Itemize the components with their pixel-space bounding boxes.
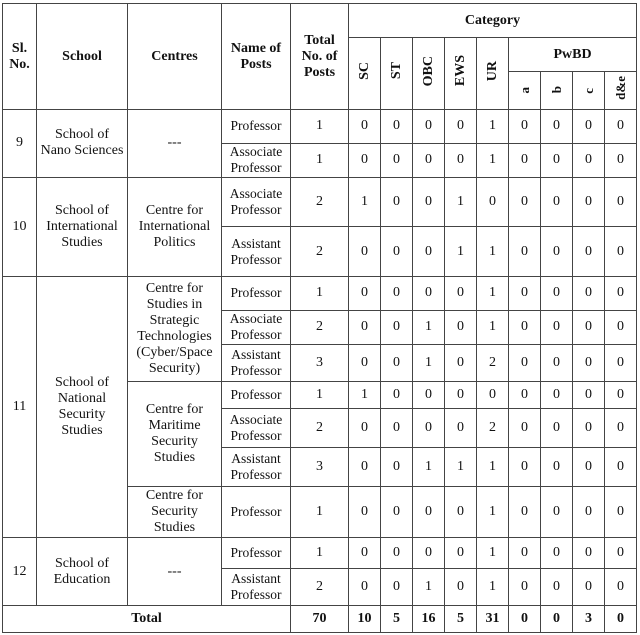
centre-cell: --- bbox=[128, 538, 222, 606]
value-cell-ews: 0 bbox=[445, 569, 477, 606]
value-cell-a: 0 bbox=[509, 344, 541, 381]
value-cell-ur: 1 bbox=[477, 569, 509, 606]
value-cell-ur: 0 bbox=[477, 177, 509, 226]
value-cell-c: 0 bbox=[573, 538, 605, 569]
header-obc: OBC bbox=[413, 38, 445, 110]
value-cell-c: 0 bbox=[573, 276, 605, 310]
school-cell: School of Nano Sciences bbox=[37, 110, 128, 178]
value-cell-st: 0 bbox=[381, 447, 413, 486]
value-cell-c: 0 bbox=[573, 447, 605, 486]
value-cell-a: 0 bbox=[509, 276, 541, 310]
school-cell: School of National Security Studies bbox=[37, 276, 128, 537]
value-cell-st: 0 bbox=[381, 227, 413, 276]
value-cell-de: 0 bbox=[605, 143, 637, 177]
post-name-cell: Associate Professor bbox=[222, 143, 291, 177]
value-cell-st: 0 bbox=[381, 408, 413, 447]
value-cell-c: 0 bbox=[573, 408, 605, 447]
centre-cell: Centre for Maritime Security Studies bbox=[128, 381, 222, 486]
value-cell-ews: 0 bbox=[445, 486, 477, 537]
post-name-cell: Associate Professor bbox=[222, 310, 291, 344]
value-cell-ews: 0 bbox=[445, 143, 477, 177]
value-cell-st: 0 bbox=[381, 310, 413, 344]
value-cell-total: 3 bbox=[291, 447, 349, 486]
value-cell-obc: 1 bbox=[413, 447, 445, 486]
value-cell-c: 0 bbox=[573, 381, 605, 408]
value-cell-sc: 0 bbox=[349, 408, 381, 447]
value-cell-b: 0 bbox=[541, 276, 573, 310]
value-cell-obc: 0 bbox=[413, 408, 445, 447]
value-cell-total: 2 bbox=[291, 569, 349, 606]
value-cell-obc: 0 bbox=[413, 276, 445, 310]
value-cell-b: 0 bbox=[541, 538, 573, 569]
total-cell-total: 70 bbox=[291, 606, 349, 633]
value-cell-c: 0 bbox=[573, 569, 605, 606]
value-cell-de: 0 bbox=[605, 344, 637, 381]
value-cell-obc: 0 bbox=[413, 110, 445, 144]
value-cell-sc: 1 bbox=[349, 177, 381, 226]
total-cell-st: 5 bbox=[381, 606, 413, 633]
value-cell-c: 0 bbox=[573, 227, 605, 276]
table-row bbox=[3, 110, 637, 144]
value-cell-ur: 1 bbox=[477, 310, 509, 344]
value-cell-a: 0 bbox=[509, 486, 541, 537]
post-name-cell: Professor bbox=[222, 276, 291, 310]
header-pwbd-a: a bbox=[509, 72, 541, 110]
value-cell-b: 0 bbox=[541, 569, 573, 606]
value-cell-total: 1 bbox=[291, 276, 349, 310]
table-row bbox=[3, 177, 637, 226]
value-cell-c: 0 bbox=[573, 486, 605, 537]
table-row bbox=[3, 538, 637, 569]
value-cell-c: 0 bbox=[573, 110, 605, 144]
value-cell-sc: 0 bbox=[349, 344, 381, 381]
post-name-cell: Assistant Professor bbox=[222, 227, 291, 276]
value-cell-st: 0 bbox=[381, 538, 413, 569]
value-cell-total: 1 bbox=[291, 538, 349, 569]
value-cell-total: 2 bbox=[291, 177, 349, 226]
header-pwbd-b: b bbox=[541, 72, 573, 110]
recruitment-posts-table bbox=[2, 3, 637, 633]
value-cell-de: 0 bbox=[605, 486, 637, 537]
value-cell-st: 0 bbox=[381, 381, 413, 408]
value-cell-st: 0 bbox=[381, 276, 413, 310]
sl-no-cell: 11 bbox=[3, 276, 37, 537]
value-cell-sc: 0 bbox=[349, 310, 381, 344]
header-pwbd-c: c bbox=[573, 72, 605, 110]
post-name-cell: Professor bbox=[222, 110, 291, 144]
value-cell-ews: 1 bbox=[445, 227, 477, 276]
value-cell-ews: 0 bbox=[445, 276, 477, 310]
value-cell-ur: 1 bbox=[477, 143, 509, 177]
value-cell-ews: 0 bbox=[445, 538, 477, 569]
value-cell-de: 0 bbox=[605, 447, 637, 486]
value-cell-sc: 1 bbox=[349, 381, 381, 408]
total-row bbox=[3, 606, 637, 633]
value-cell-ur: 2 bbox=[477, 344, 509, 381]
value-cell-a: 0 bbox=[509, 381, 541, 408]
value-cell-ur: 0 bbox=[477, 381, 509, 408]
value-cell-b: 0 bbox=[541, 486, 573, 537]
sl-no-cell: 9 bbox=[3, 110, 37, 178]
value-cell-ews: 0 bbox=[445, 310, 477, 344]
value-cell-b: 0 bbox=[541, 177, 573, 226]
total-label-cell: Total bbox=[3, 606, 291, 633]
header-name-of-posts: Name of Posts bbox=[222, 4, 291, 110]
value-cell-total: 3 bbox=[291, 344, 349, 381]
value-cell-ur: 1 bbox=[477, 276, 509, 310]
value-cell-total: 1 bbox=[291, 110, 349, 144]
total-cell-b: 0 bbox=[541, 606, 573, 633]
header-pwbd-de: d&e bbox=[605, 72, 637, 110]
value-cell-b: 0 bbox=[541, 310, 573, 344]
value-cell-c: 0 bbox=[573, 143, 605, 177]
header-ur: UR bbox=[477, 38, 509, 110]
value-cell-st: 0 bbox=[381, 177, 413, 226]
value-cell-sc: 0 bbox=[349, 276, 381, 310]
total-cell-de: 0 bbox=[605, 606, 637, 633]
value-cell-a: 0 bbox=[509, 177, 541, 226]
value-cell-sc: 0 bbox=[349, 538, 381, 569]
post-name-cell: Associate Professor bbox=[222, 177, 291, 226]
value-cell-st: 0 bbox=[381, 143, 413, 177]
value-cell-a: 0 bbox=[509, 310, 541, 344]
post-name-cell: Assistant Professor bbox=[222, 447, 291, 486]
header-sc: SC bbox=[349, 38, 381, 110]
centre-cell: Centre for International Politics bbox=[128, 177, 222, 276]
value-cell-de: 0 bbox=[605, 227, 637, 276]
total-cell-sc: 10 bbox=[349, 606, 381, 633]
value-cell-sc: 0 bbox=[349, 227, 381, 276]
value-cell-total: 2 bbox=[291, 408, 349, 447]
value-cell-ews: 0 bbox=[445, 110, 477, 144]
header-centres: Centres bbox=[128, 4, 222, 110]
value-cell-st: 0 bbox=[381, 486, 413, 537]
post-name-cell: Assistant Professor bbox=[222, 344, 291, 381]
value-cell-b: 0 bbox=[541, 381, 573, 408]
value-cell-b: 0 bbox=[541, 447, 573, 486]
value-cell-st: 0 bbox=[381, 110, 413, 144]
value-cell-total: 2 bbox=[291, 310, 349, 344]
header-total-posts: Total No. of Posts bbox=[291, 4, 349, 110]
value-cell-obc: 1 bbox=[413, 569, 445, 606]
value-cell-ur: 1 bbox=[477, 447, 509, 486]
total-cell-obc: 16 bbox=[413, 606, 445, 633]
header-school: School bbox=[37, 4, 128, 110]
value-cell-de: 0 bbox=[605, 381, 637, 408]
value-cell-a: 0 bbox=[509, 447, 541, 486]
value-cell-de: 0 bbox=[605, 177, 637, 226]
value-cell-ur: 1 bbox=[477, 538, 509, 569]
value-cell-sc: 0 bbox=[349, 569, 381, 606]
header-ews: EWS bbox=[445, 38, 477, 110]
value-cell-c: 0 bbox=[573, 344, 605, 381]
value-cell-de: 0 bbox=[605, 538, 637, 569]
value-cell-de: 0 bbox=[605, 310, 637, 344]
value-cell-ur: 1 bbox=[477, 227, 509, 276]
value-cell-b: 0 bbox=[541, 344, 573, 381]
post-name-cell: Professor bbox=[222, 486, 291, 537]
value-cell-a: 0 bbox=[509, 408, 541, 447]
value-cell-obc: 1 bbox=[413, 310, 445, 344]
value-cell-obc: 0 bbox=[413, 486, 445, 537]
value-cell-ur: 2 bbox=[477, 408, 509, 447]
value-cell-st: 0 bbox=[381, 569, 413, 606]
post-name-cell: Assistant Professor bbox=[222, 569, 291, 606]
value-cell-b: 0 bbox=[541, 227, 573, 276]
post-name-cell: Professor bbox=[222, 381, 291, 408]
value-cell-a: 0 bbox=[509, 227, 541, 276]
value-cell-total: 1 bbox=[291, 143, 349, 177]
value-cell-de: 0 bbox=[605, 408, 637, 447]
value-cell-st: 0 bbox=[381, 344, 413, 381]
total-cell-a: 0 bbox=[509, 606, 541, 633]
value-cell-b: 0 bbox=[541, 143, 573, 177]
total-cell-ur: 31 bbox=[477, 606, 509, 633]
value-cell-a: 0 bbox=[509, 143, 541, 177]
value-cell-c: 0 bbox=[573, 177, 605, 226]
value-cell-sc: 0 bbox=[349, 486, 381, 537]
value-cell-obc: 0 bbox=[413, 177, 445, 226]
value-cell-sc: 0 bbox=[349, 447, 381, 486]
value-cell-ur: 1 bbox=[477, 110, 509, 144]
value-cell-obc: 0 bbox=[413, 227, 445, 276]
value-cell-ews: 0 bbox=[445, 344, 477, 381]
header-st: ST bbox=[381, 38, 413, 110]
value-cell-total: 1 bbox=[291, 381, 349, 408]
value-cell-b: 0 bbox=[541, 408, 573, 447]
value-cell-obc: 0 bbox=[413, 538, 445, 569]
value-cell-obc: 0 bbox=[413, 381, 445, 408]
centre-cell: --- bbox=[128, 110, 222, 178]
value-cell-obc: 1 bbox=[413, 344, 445, 381]
table-body bbox=[3, 110, 637, 633]
value-cell-ews: 0 bbox=[445, 381, 477, 408]
value-cell-a: 0 bbox=[509, 110, 541, 144]
value-cell-total: 1 bbox=[291, 486, 349, 537]
value-cell-ur: 1 bbox=[477, 486, 509, 537]
header-category: Category bbox=[349, 4, 637, 38]
total-cell-ews: 5 bbox=[445, 606, 477, 633]
value-cell-de: 0 bbox=[605, 110, 637, 144]
post-name-cell: Professor bbox=[222, 538, 291, 569]
value-cell-ews: 0 bbox=[445, 408, 477, 447]
post-name-cell: Associate Professor bbox=[222, 408, 291, 447]
value-cell-total: 2 bbox=[291, 227, 349, 276]
total-cell-c: 3 bbox=[573, 606, 605, 633]
school-cell: School of Education bbox=[37, 538, 128, 606]
sl-no-cell: 10 bbox=[3, 177, 37, 276]
table-row bbox=[3, 276, 637, 310]
value-cell-b: 0 bbox=[541, 110, 573, 144]
value-cell-sc: 0 bbox=[349, 143, 381, 177]
centre-cell: Centre for Studies in Strategic Technologies (Cyber/Space Security) bbox=[128, 276, 222, 381]
value-cell-a: 0 bbox=[509, 569, 541, 606]
value-cell-ews: 1 bbox=[445, 447, 477, 486]
value-cell-de: 0 bbox=[605, 569, 637, 606]
value-cell-sc: 0 bbox=[349, 110, 381, 144]
value-cell-ews: 1 bbox=[445, 177, 477, 226]
centre-cell: Centre for Security Studies bbox=[128, 486, 222, 537]
header-pwbd: PwBD bbox=[509, 38, 637, 72]
value-cell-de: 0 bbox=[605, 276, 637, 310]
school-cell: School of International Studies bbox=[37, 177, 128, 276]
sl-no-cell: 12 bbox=[3, 538, 37, 606]
header-sl-no: Sl. No. bbox=[3, 4, 37, 110]
value-cell-obc: 0 bbox=[413, 143, 445, 177]
value-cell-a: 0 bbox=[509, 538, 541, 569]
value-cell-c: 0 bbox=[573, 310, 605, 344]
